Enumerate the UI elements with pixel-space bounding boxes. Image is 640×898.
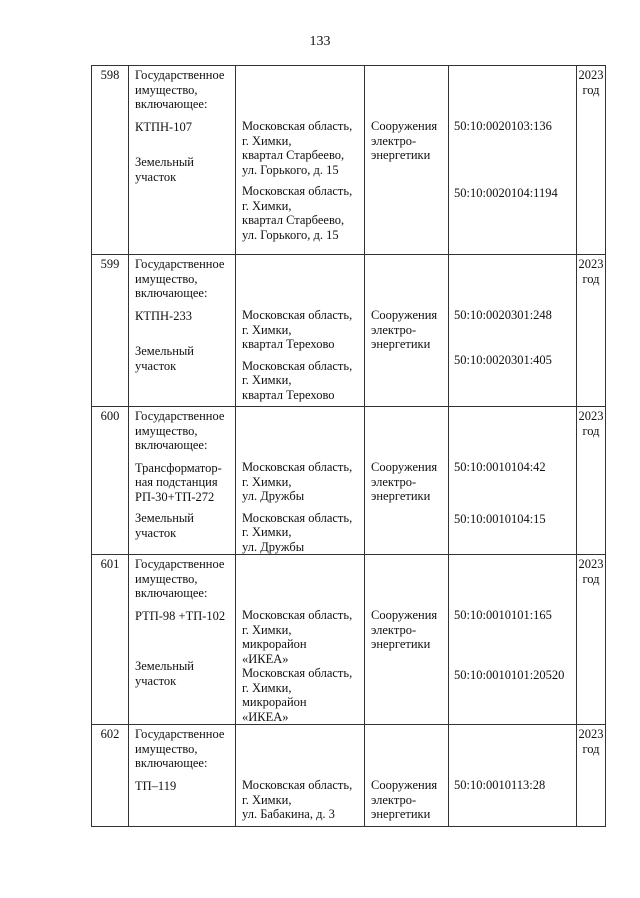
entry-number: 600 (92, 407, 129, 555)
item-address: Московская область, г. Химки, квартал Терехово (242, 358, 353, 402)
cadastral-number: 50:10:0020104:1194 (454, 185, 558, 200)
entry-name-cell (129, 66, 236, 255)
entry-address-cell (236, 725, 365, 827)
item-address: Московская область, г. Химки, квартал Терехово (242, 308, 353, 351)
entry-year: 2023 год (577, 255, 606, 407)
entry-purpose-cell (365, 407, 449, 555)
item-address: Московская область, г. Химки, микрорайон «ИКЕА» (242, 666, 353, 724)
entry-heading: Государственное имущество, включающее: (135, 409, 225, 452)
entry-address-cell (236, 407, 365, 555)
item-name: КТПН-233 (135, 308, 192, 323)
table-row (92, 725, 606, 827)
cadastral-number: 50:10:0020301:405 (454, 352, 552, 367)
item-name: Земельный участок (135, 344, 194, 373)
item-address: Московская область, г. Химки, микрорайон «ИКЕА» (242, 608, 353, 666)
entry-cadastral-cell (449, 725, 577, 827)
item-name: КТПН-107 (135, 119, 192, 134)
entry-number: 602 (92, 725, 129, 827)
cadastral-number: 50:10:0020301:248 (454, 308, 552, 322)
item-address: Московская область, г. Химки, квартал Старбеево, ул. Горького, д. 15 (242, 119, 353, 177)
entry-year: 2023 год (577, 66, 606, 255)
entry-address-cell (236, 555, 365, 725)
entry-year: 2023 год (577, 725, 606, 827)
entry-address-cell (236, 66, 365, 255)
entry-cadastral-cell (449, 555, 577, 725)
entry-year: 2023 год (577, 555, 606, 725)
entry-cadastral-cell (449, 66, 577, 255)
entry-name-cell (129, 555, 236, 725)
item-address: Московская область, г. Химки, ул. Бабакина, д. 3 (242, 778, 353, 821)
item-purpose: Сооружения электро- энергетики (371, 460, 438, 503)
entry-heading: Государственное имущество, включающее: (135, 557, 225, 600)
entry-number: 598 (92, 66, 129, 255)
table-row (92, 66, 606, 255)
entry-heading: Государственное имущество, включающее: (135, 257, 225, 300)
item-name: Земельный участок (135, 659, 194, 688)
item-name: РТП-98 +ТП-102 (135, 608, 226, 623)
entry-address-cell (236, 255, 365, 407)
item-name: Земельный участок (135, 511, 194, 540)
table-row (92, 407, 606, 555)
cadastral-number: 50:10:0010113:28 (454, 778, 546, 792)
entry-number: 601 (92, 555, 129, 725)
table-row (92, 555, 606, 725)
property-registry-table (91, 65, 606, 827)
cadastral-number: 50:10:0020103:136 (454, 119, 552, 133)
entry-cadastral-cell (449, 255, 577, 407)
item-purpose: Сооружения электро- энергетики (371, 778, 438, 821)
entry-number: 599 (92, 255, 129, 407)
item-purpose: Сооружения электро- энергетики (371, 608, 438, 651)
entry-name-cell (129, 255, 236, 407)
item-address: Московская область, г. Химки, квартал Старбеево, ул. Горького, д. 15 (242, 184, 353, 242)
item-address: Московская область, г. Химки, ул. Дружбы (242, 460, 353, 503)
entry-purpose-cell (365, 66, 449, 255)
item-purpose: Сооружения электро- энергетики (371, 308, 438, 351)
page-number: 133 (309, 34, 331, 49)
item-name: Земельный участок (135, 155, 194, 184)
cadastral-number: 50:10:0010101:20520 (454, 667, 565, 682)
cadastral-number: 50:10:0010104:42 (454, 460, 546, 474)
cadastral-number: 50:10:0010101:165 (454, 608, 552, 622)
entry-heading: Государственное имущество, включающее: (135, 727, 225, 770)
entry-purpose-cell (365, 555, 449, 725)
item-name: ТП–119 (135, 778, 177, 793)
entry-heading: Государственное имущество, включающее: (135, 68, 225, 111)
entry-name-cell (129, 407, 236, 555)
entry-name-cell (129, 725, 236, 827)
table-row (92, 255, 606, 407)
entry-purpose-cell (365, 255, 449, 407)
cadastral-number: 50:10:0010104:15 (454, 511, 546, 526)
entry-year: 2023 год (577, 407, 606, 555)
item-address: Московская область, г. Химки, ул. Дружбы (242, 510, 353, 554)
item-purpose: Сооружения электро- энергетики (371, 119, 438, 162)
entry-purpose-cell (365, 725, 449, 827)
item-name: Трансформатор- ная подстанция РП-30+ТП-272 (135, 460, 222, 504)
entry-cadastral-cell (449, 407, 577, 555)
